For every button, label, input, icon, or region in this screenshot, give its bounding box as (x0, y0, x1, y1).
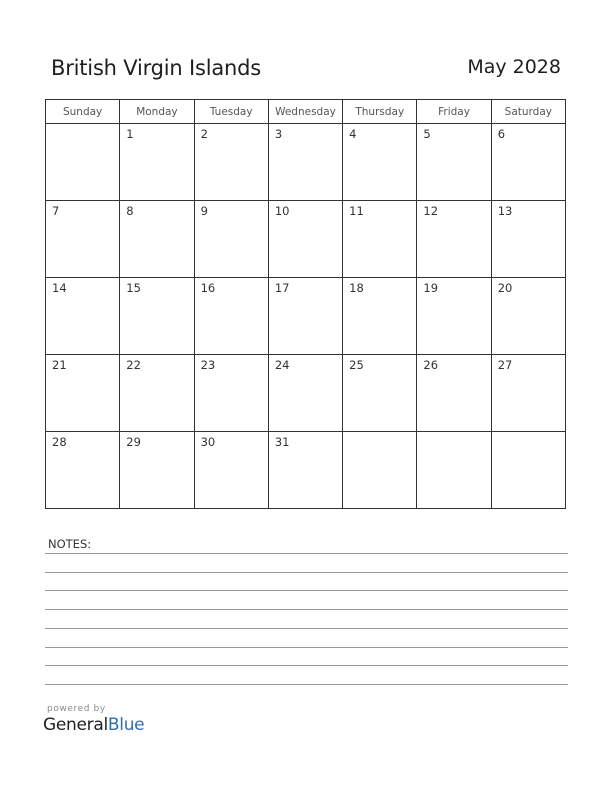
logo-text-general: General (43, 715, 108, 735)
day-cell (194, 432, 268, 509)
day-number: 20 (497, 281, 513, 295)
note-line (45, 684, 568, 685)
day-cell (120, 201, 194, 278)
day-number: 7 (52, 204, 60, 218)
day-number: 15 (126, 281, 141, 295)
weekday-header: Monday (120, 100, 194, 124)
day-cell (46, 201, 120, 278)
day-number: 13 (497, 204, 513, 218)
day-cell (417, 432, 491, 509)
day-number (343, 432, 416, 435)
day-cell (46, 124, 120, 201)
calendar-grid (45, 99, 566, 509)
day-number: 30 (200, 435, 216, 449)
day-cell (268, 278, 342, 355)
day-cell (120, 124, 194, 201)
week-row (46, 278, 566, 355)
weekday-header-row (46, 100, 566, 124)
note-line (45, 572, 568, 573)
day-cell (343, 355, 417, 432)
day-number: 17 (274, 281, 290, 295)
day-number: 21 (52, 358, 67, 372)
day-number: 23 (200, 358, 216, 372)
weekday-header: Friday (417, 100, 491, 124)
week-row (46, 355, 566, 432)
day-number: 16 (200, 281, 216, 295)
day-number: 25 (349, 358, 364, 372)
day-number: 19 (423, 281, 439, 295)
day-cell (491, 432, 565, 509)
logo-text-blue: Blue (107, 715, 145, 735)
day-cell (417, 355, 491, 432)
weekday-header: Tuesday (194, 100, 268, 124)
day-number: 24 (274, 358, 290, 372)
day-number: 14 (52, 281, 67, 295)
day-cell (194, 278, 268, 355)
day-cell (268, 201, 342, 278)
note-line (45, 628, 568, 629)
week-row (46, 124, 566, 201)
day-cell (194, 201, 268, 278)
day-cell (120, 355, 194, 432)
day-cell (46, 432, 120, 509)
weekday-header: Thursday (343, 100, 417, 124)
day-number: 26 (423, 358, 439, 372)
day-cell (491, 124, 565, 201)
note-line (45, 647, 568, 648)
day-number (492, 432, 565, 435)
day-number: 1 (126, 127, 134, 141)
day-cell (343, 201, 417, 278)
weekday-header: Saturday (491, 100, 565, 124)
weekday-header: Wednesday (268, 100, 342, 124)
week-row (46, 432, 566, 509)
day-number: 28 (52, 435, 67, 449)
day-cell (343, 432, 417, 509)
day-cell (417, 278, 491, 355)
day-number: 5 (423, 127, 431, 141)
day-number: 6 (497, 127, 506, 141)
notes-label: NOTES: (48, 537, 92, 551)
day-number: 4 (349, 127, 357, 141)
day-cell (343, 124, 417, 201)
day-cell (417, 201, 491, 278)
day-number: 22 (126, 358, 141, 372)
powered-by-label: powered by (47, 704, 106, 714)
day-number: 2 (200, 127, 208, 141)
day-number: 12 (423, 204, 439, 218)
day-cell (120, 278, 194, 355)
day-number: 3 (274, 127, 283, 141)
day-cell (417, 124, 491, 201)
day-cell (268, 432, 342, 509)
day-number: 18 (349, 281, 364, 295)
day-number: 27 (497, 358, 513, 372)
note-line (45, 590, 568, 591)
day-cell (194, 355, 268, 432)
day-number: 9 (200, 204, 208, 218)
day-number: 10 (274, 204, 290, 218)
note-line (45, 553, 568, 554)
day-cell (194, 124, 268, 201)
day-cell (268, 124, 342, 201)
weekday-header: Sunday (46, 100, 120, 124)
day-cell (343, 278, 417, 355)
day-cell (120, 432, 194, 509)
day-cell (491, 201, 565, 278)
day-number (417, 432, 490, 435)
day-cell (46, 355, 120, 432)
country-title: British Virgin Islands (51, 56, 262, 80)
note-line (45, 665, 568, 666)
day-number (46, 124, 119, 127)
day-cell (491, 278, 565, 355)
day-number: 11 (349, 204, 364, 218)
day-number: 31 (274, 435, 290, 449)
day-cell (268, 355, 342, 432)
day-cell (46, 278, 120, 355)
day-cell (491, 355, 565, 432)
week-row (46, 201, 566, 278)
month-year-label: May 2028 (467, 56, 561, 78)
generalblue-logo (43, 715, 144, 735)
day-number: 8 (126, 204, 134, 218)
note-line (45, 609, 568, 610)
day-number: 29 (126, 435, 141, 449)
